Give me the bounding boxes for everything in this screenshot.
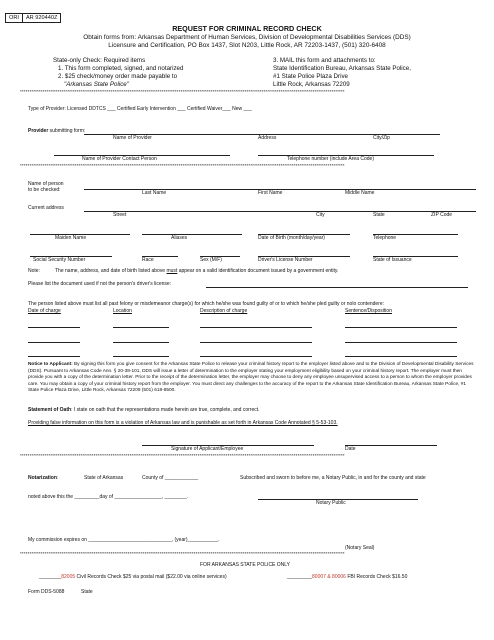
state-label: State xyxy=(373,212,385,218)
notary-date-line[interactable]: noted above this the _________day of _________________, ________. xyxy=(28,494,189,500)
form-state: State xyxy=(81,589,93,595)
instructions-left-title: State-only Check: Required items xyxy=(53,57,146,64)
ori-label: ORI xyxy=(9,15,19,21)
city-label: City xyxy=(316,212,325,218)
middle-name-label: Middle Name xyxy=(345,190,375,196)
asp-only-label: FOR ARKANSAS STATE POLICE ONLY xyxy=(200,562,291,568)
signature-label: Signature of Applicant/Employee xyxy=(171,446,244,452)
person-name-label-1: Name of person xyxy=(28,181,64,187)
telephone-label: Telephone xyxy=(373,235,397,241)
aliases-label: Aliases xyxy=(171,235,188,241)
charge-description-line[interactable] xyxy=(200,342,312,343)
charge-description-line[interactable] xyxy=(200,327,312,328)
ori-value: AR 920440Z xyxy=(22,14,60,22)
provider-name-label: Name of Provider xyxy=(113,135,152,141)
notice-to-applicant: Notice to Applicant: By signing this form you give consent for the Arkansas State Police to release your criminal history report to the employer listed above and to the Division of Developmental Disability Services (DDS). Pursuant to Arkansas Code Ann. § 20-38-101, DDS will issue a letter of determination to the employer stating your employment eligibility based on your criminal history report. The employer must then provide you with a copy of the determination letter. Prior to the receipt of the determination letter, the employer may choose to deny any employee unsupervised access to a person to whom the employer provides care. You may obtain a copy of your criminal history report from the employer. You must direct any challenges to the accuracy of the report to the Arkansas State Identification Bureau, Arkansas State Police, #1 State Police Plaza Drive, Little Rock, Arkansas 72209 (501) 618-8500. xyxy=(28,362,474,394)
race-label: Race xyxy=(142,257,154,263)
commission-expires[interactable]: My commission expires on ______________________________, (year)___________. xyxy=(28,537,220,543)
star-divider: **************************************************************************************************************************************************************************** xyxy=(20,453,345,458)
last-name-label: Last Name xyxy=(142,190,167,196)
list-document-line[interactable] xyxy=(206,287,468,288)
instructions-left-1: 1. This form completed, signed, and notarized xyxy=(58,65,184,72)
statement-of-oath: Statement of Oath: I state on oath that the representations made herein are true, complete, and correct. xyxy=(28,407,260,413)
dob-label: Date of Birth (month/day/year) xyxy=(258,235,325,241)
charges-sentence-header: Sentence/Disposition xyxy=(345,308,392,314)
provider-cityzip-label: City/Zip xyxy=(373,135,390,141)
instructions-right-4: Little Rock, Arkansas 72209 xyxy=(273,81,350,88)
street-label: Street xyxy=(113,212,127,218)
instructions-left-3: "Arkansas State Police" xyxy=(64,81,129,88)
false-info-warning: Providing false information on this form is a violation of Arkansas law and is punishable as set forth in Arkansas Code Annotated § 5-53-103. xyxy=(28,420,338,426)
instructions-left-2: 2. $25 check/money order made payable to xyxy=(58,73,178,80)
notary-subscribed: Subscribed and sworn to before me, a Notary Public, in and for the county and state xyxy=(240,475,426,481)
notary-seal-label: (Notary Seal) xyxy=(345,545,375,551)
person-name-label-2: to be checked: xyxy=(28,187,61,193)
notary-state: State of Arkansas xyxy=(84,475,124,481)
form-title: REQUEST FOR CRIMINAL RECORD CHECK xyxy=(172,24,322,33)
notary-county: County of ____________ xyxy=(142,475,199,481)
first-name-label: First Name xyxy=(258,190,283,196)
instructions-right-1: 3. MAIL this form and attachments to: xyxy=(273,57,376,64)
charge-date-line[interactable] xyxy=(28,356,80,357)
charge-description-line[interactable] xyxy=(200,356,312,357)
obtain-line-2: Licensure and Certification, PO Box 1437, Slot N203, Little Rock, AR 72203-1437, (501) 320-6408 xyxy=(108,42,386,49)
provider-submitting-label: Provider submitting form: xyxy=(28,128,86,134)
charge-sentence-line[interactable] xyxy=(345,327,457,328)
dl-label: Driver's License Number xyxy=(258,257,313,263)
current-address-label: Current address xyxy=(28,205,64,211)
instructions-right-3: #1 State Police Plaza Drive xyxy=(273,73,348,80)
maiden-label: Maiden Name xyxy=(55,235,87,241)
charge-location-line[interactable] xyxy=(113,356,169,357)
charges-description-header: Description of charge xyxy=(200,308,248,314)
charge-sentence-line[interactable] xyxy=(345,342,457,343)
provider-type-line: Type of Provider: Licensed DDTCS ___ Certified Early Intervention ___ Certified Waiver___ New ___ xyxy=(28,106,252,112)
zip-label: ZIP Code xyxy=(431,212,453,218)
star-divider: **************************************************************************************************************************************************************************** xyxy=(20,89,345,94)
charge-date-line[interactable] xyxy=(28,327,80,328)
form-number: Form DDS-5088 xyxy=(28,589,65,595)
star-divider: **************************************************************************************************************************************************************************** xyxy=(20,163,345,168)
signature-date-label: Date xyxy=(345,446,356,452)
provider-address-label: Address xyxy=(258,135,277,141)
aliases-line[interactable] xyxy=(142,234,242,235)
ori-box xyxy=(5,13,61,23)
charges-date-header: Date of charge xyxy=(28,308,61,314)
contact-phone-label: Telephone number (include Area Code) xyxy=(287,156,374,162)
note-label: Note: xyxy=(28,268,40,274)
notarization-label: Notarization: xyxy=(28,475,59,481)
charge-location-line[interactable] xyxy=(113,327,169,328)
signature-date-line[interactable] xyxy=(345,445,437,446)
notary-public-label: Notary Public xyxy=(316,500,346,506)
fbi-records-fee[interactable]: _________80007 & 80006 FBI Records Check $16.50 xyxy=(287,574,408,580)
ssn-label: Social Security Number xyxy=(33,257,86,263)
note-text: The name, address, and date of birth listed above must appear on a valid identification document issued by a government entity. xyxy=(55,268,339,274)
address-line[interactable] xyxy=(84,211,476,212)
charges-location-header: Location xyxy=(113,308,132,314)
civil-records-fee[interactable]: ________82005 Civil Records Check $25 via postal mail ($22.00 via online services) xyxy=(39,574,227,580)
charges-intro: The person listed above must list all past felony or misdemeanor charge(s) for which he/she was found guilty of or to which he/she pled guilty or nolo contendere: xyxy=(28,301,385,307)
list-document-label: Please list the document used if not the person's driver's license: xyxy=(28,281,172,287)
issuance-label: State of Issuance xyxy=(373,257,412,263)
charge-location-line[interactable] xyxy=(113,342,169,343)
sex-label: Sex (M/F) xyxy=(200,257,222,263)
charge-date-line[interactable] xyxy=(28,342,80,343)
instructions-right-2: State Identification Bureau, Arkansas State Police, xyxy=(273,65,411,72)
charge-sentence-line[interactable] xyxy=(345,356,457,357)
contact-person-label: Name of Provider Contact Person xyxy=(82,156,157,162)
obtain-line-1: Obtain forms from: Arkansas Department of Human Services, Division of Developmental Disabilities Services (DDS) xyxy=(83,34,411,41)
star-divider: **************************************************************************************************************************************************************************** xyxy=(20,551,345,556)
